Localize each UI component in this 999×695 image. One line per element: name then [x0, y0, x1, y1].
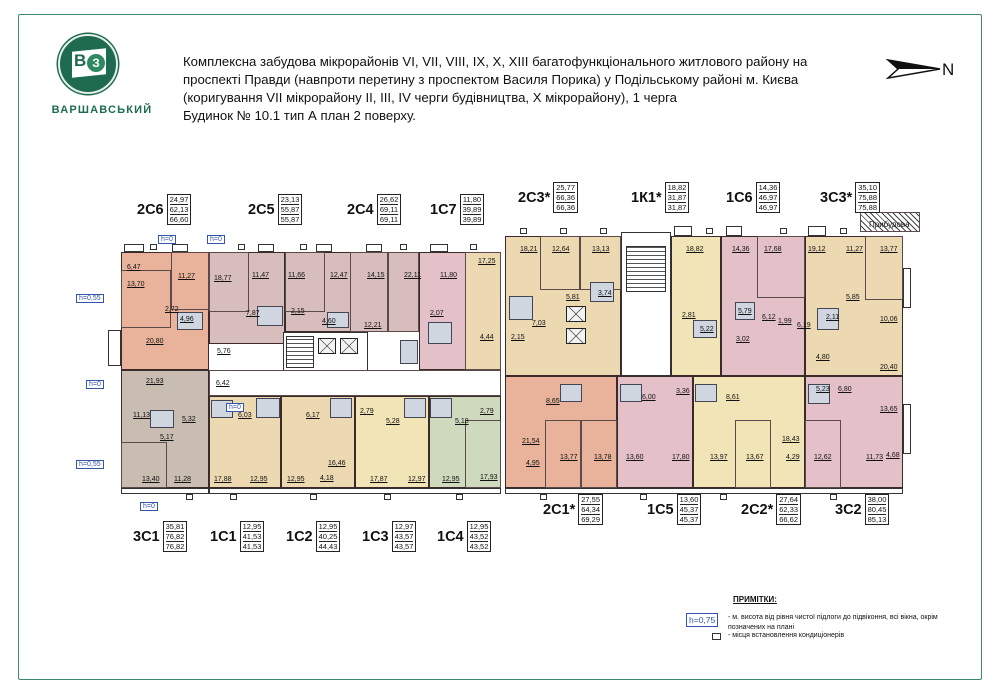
room-area: 11,13: [133, 412, 150, 419]
apt-area-total: 46,97: [758, 193, 778, 202]
room-area: 17,93: [480, 474, 498, 481]
room: [121, 270, 171, 328]
apt-label-3c3: [820, 182, 880, 213]
apt-area-reduced: 85,13: [867, 515, 887, 524]
apt-area-total: 41,53: [242, 532, 262, 541]
apt-code: 1С1: [210, 528, 237, 545]
room-area: 4,96: [180, 316, 194, 323]
apt-area-reduced: 55,87: [280, 215, 300, 224]
apt-areas: [460, 194, 485, 225]
room-area: 3,36: [676, 388, 690, 395]
apt-areas: [865, 494, 890, 525]
room-area: 6,03: [238, 412, 252, 419]
apt-area-living: 13,60: [679, 495, 699, 504]
apt-code: 2С3*: [518, 189, 551, 206]
height-note: h=0,55: [76, 294, 104, 303]
room-area: 17,25: [478, 258, 496, 265]
room-area: 17,68: [764, 246, 782, 253]
apt-area-reduced: 66,36: [556, 203, 576, 212]
room-area: 7,87: [246, 310, 260, 317]
elevator-left-2: [340, 338, 358, 354]
height-note: h=0: [207, 235, 225, 244]
bathroom: [400, 340, 418, 364]
room-area: 13,77: [560, 454, 578, 461]
logo-letter-b: В: [74, 51, 87, 70]
height-note: h=0: [140, 502, 158, 511]
notes-title: ПРИМІТКИ:: [733, 595, 777, 604]
room: [388, 252, 419, 332]
bathroom: [256, 398, 280, 418]
apt-areas: [167, 194, 192, 225]
room-area: 11,27: [846, 246, 863, 253]
room-area: 4,29: [786, 454, 800, 461]
ac-unit-marker: [520, 228, 527, 234]
room-area: 12,64: [552, 246, 570, 253]
room-area: 5,79: [738, 308, 752, 315]
room: [350, 252, 388, 332]
room-area: 21,54: [522, 438, 540, 445]
room-area: 1,99: [778, 318, 792, 325]
room-area: 4,44: [480, 334, 494, 341]
room-area: 4,60: [322, 318, 336, 325]
room-area: 8,61: [726, 394, 740, 401]
room: [209, 252, 249, 312]
ac-unit-marker: [238, 244, 245, 250]
apt-code: 3С1: [133, 528, 160, 545]
loggia: [108, 330, 121, 366]
apt-areas: [278, 194, 303, 225]
apt-area-reduced: 66,60: [169, 215, 189, 224]
room-area: 12,95: [442, 476, 460, 483]
room-area: 12,95: [250, 476, 268, 483]
room-area: 14,36: [732, 246, 750, 253]
room-area: 13,67: [746, 454, 764, 461]
room-area: 5,18: [455, 418, 469, 425]
room-area: 6,12: [762, 314, 776, 321]
ac-unit-marker: [400, 244, 407, 250]
notes-height-label: h=0,75: [686, 613, 718, 627]
room-area: 11,28: [174, 476, 191, 483]
apt-area-living: 12,95: [242, 522, 262, 531]
apt-label-2c6: [137, 194, 191, 225]
bathroom: [430, 398, 452, 418]
title-line-2: проспекті Правди (навпроти перетину з проспектом Василя Порика) у Подільському районі м. Києва: [183, 72, 799, 87]
apt-label-2c1: [543, 494, 603, 525]
apt-area-total: 43,52: [469, 532, 489, 541]
ac-unit-marker: [470, 244, 477, 250]
balcony: [430, 244, 448, 252]
apt-areas: [392, 521, 417, 552]
room-area: 13,60: [626, 454, 644, 461]
apt-area-living: 27,64: [779, 495, 799, 504]
apt-areas: [677, 494, 702, 525]
apt-code: 2С6: [137, 201, 164, 218]
room-area: 2,07: [430, 310, 444, 317]
apt-area-living: 27,55: [581, 495, 601, 504]
bathroom: [257, 306, 283, 326]
room-area: 2,81: [682, 312, 696, 319]
room-area: 12,95: [287, 476, 305, 483]
north-label: N: [942, 60, 955, 79]
bathroom: [620, 384, 642, 402]
room-area: 12,21: [364, 322, 382, 329]
balcony: [674, 226, 692, 236]
room-area: 22,11: [404, 272, 421, 279]
room-area: 6,42: [216, 380, 230, 387]
room-area: 6,17: [306, 412, 320, 419]
apt-area-living: 38,00: [867, 495, 887, 504]
apt-area-reduced: 69,29: [581, 515, 601, 524]
room-area: 13,77: [880, 246, 898, 253]
room-area: 11,27: [178, 273, 195, 280]
room-area: 6,19: [797, 322, 811, 329]
ac-unit-marker: [720, 494, 727, 500]
height-note: h=0,55: [76, 460, 104, 469]
ac-unit-marker: [456, 494, 463, 500]
apt-label-1k1: [631, 182, 689, 213]
apt-label-3c1: [133, 521, 187, 552]
room-area: 11,73: [866, 454, 883, 461]
apt-label-1c3: [362, 521, 416, 552]
balcony: [258, 244, 274, 252]
loggia: [903, 404, 911, 454]
room-area: 17,87: [370, 476, 388, 483]
balcony: [726, 226, 742, 236]
room-area: 3,02: [736, 336, 750, 343]
ac-unit-marker: [780, 228, 787, 234]
balcony: [316, 244, 332, 252]
ac-unit-marker: [560, 228, 567, 234]
apt-label-1c1: [210, 521, 264, 552]
balcony: [172, 244, 188, 252]
room-area: 7,03: [532, 320, 546, 327]
bathroom: [560, 384, 582, 402]
stair-right: [626, 246, 666, 292]
apt-area-total: 39,89: [462, 205, 482, 214]
apt-area-living: 18,82: [667, 183, 687, 192]
apt-areas: [377, 194, 402, 225]
bathroom: [428, 322, 452, 344]
room-area: 11,80: [440, 272, 457, 279]
apt-area-total: 45,37: [679, 505, 699, 514]
room-area: 17,80: [672, 454, 690, 461]
apt-area-living: 14,36: [758, 183, 778, 192]
logo-text: ВАРШАВСЬКИЙ: [51, 104, 153, 116]
apt-area-living: 24,97: [169, 195, 189, 204]
room-area: 20,80: [146, 338, 164, 345]
apt-code: 1С3: [362, 528, 389, 545]
apt-area-reduced: 75,88: [858, 203, 878, 212]
ac-unit-marker: [640, 494, 647, 500]
room-area: 19,12: [808, 246, 826, 253]
room-area: 13,65: [880, 406, 898, 413]
apt-code: 1С2: [286, 528, 313, 545]
unit-1k1: [671, 236, 721, 376]
apt-code: 1С5: [647, 501, 674, 518]
apt-area-living: 11,80: [462, 195, 482, 204]
apt-area-living: 25,77: [556, 183, 576, 192]
apt-area-reduced: 39,89: [462, 215, 482, 224]
room: [171, 252, 209, 310]
apt-areas: [776, 494, 801, 525]
apt-area-living: 35,10: [858, 183, 878, 192]
ac-unit-marker: [600, 228, 607, 234]
ac-unit-marker: [186, 494, 193, 500]
room-area: 18,43: [782, 436, 800, 443]
ac-unit-marker: [300, 244, 307, 250]
apt-label-1c2: [286, 521, 340, 552]
apt-label-2c4: [347, 194, 401, 225]
apt-code: 1С6: [726, 189, 753, 206]
apt-area-total: 62,13: [169, 205, 189, 214]
room-area: 13,13: [592, 246, 610, 253]
room-area: 4,68: [886, 452, 900, 459]
apt-label-1c5: [647, 494, 701, 525]
apt-area-reduced: 45,37: [679, 515, 699, 524]
room-area: 12,97: [408, 476, 426, 483]
logo-letter-z: З: [87, 54, 105, 72]
apt-code: 2С2*: [741, 501, 774, 518]
room-area: 5,85: [846, 294, 860, 301]
room-area: 12,62: [814, 454, 832, 461]
notes-ac-text: - місця встановлення кондиціонерів: [728, 632, 845, 639]
room-area: 12,47: [330, 272, 348, 279]
bathroom: [509, 296, 533, 320]
apt-area-reduced: 31,87: [667, 203, 687, 212]
room-area: 2,72: [165, 306, 179, 313]
room-area: 5,23: [816, 386, 830, 393]
balcony: [366, 244, 382, 252]
apt-area-reduced: 69,11: [379, 215, 399, 224]
apt-area-reduced: 66,62: [779, 515, 799, 524]
ac-unit-marker: [150, 244, 157, 250]
apt-area-reduced: 43,57: [394, 542, 414, 551]
apt-label-1c4: [437, 521, 491, 552]
apt-area-total: 66,36: [556, 193, 576, 202]
elevator-right-1: [566, 306, 586, 322]
room-area: 4,80: [816, 354, 830, 361]
apt-code: 1К1*: [631, 189, 662, 206]
apt-area-living: 26,62: [379, 195, 399, 204]
apt-code: 1С4: [437, 528, 464, 545]
bathroom: [695, 384, 717, 402]
apt-area-total: 55,87: [280, 205, 300, 214]
apt-areas: [756, 182, 781, 213]
room-area: 2,15: [291, 308, 305, 315]
room-area: 6,47: [127, 264, 141, 271]
apt-label-1c7: [430, 194, 484, 225]
height-note: h=0: [86, 380, 104, 389]
room-area: 2,79: [360, 408, 374, 415]
height-note: h=0: [158, 235, 176, 244]
bathroom: [330, 398, 352, 418]
room-area: 17,88: [214, 476, 232, 483]
apt-area-total: 62,33: [779, 505, 799, 514]
ac-unit-marker: [310, 494, 317, 500]
prybudova-label: Прибудова: [869, 220, 910, 229]
ac-unit-marker: [384, 494, 391, 500]
apt-area-reduced: 43,52: [469, 542, 489, 551]
room-area: 2,79: [480, 408, 494, 415]
apt-area-living: 12,95: [469, 522, 489, 531]
ac-legend-icon: [712, 633, 721, 640]
elevator-right-2: [566, 328, 586, 344]
apt-code: 3С2: [835, 501, 862, 518]
apt-area-total: 75,88: [858, 193, 878, 202]
apt-area-total: 31,87: [667, 193, 687, 202]
apt-area-living: 12,97: [394, 522, 414, 531]
title-line-1: Комплексна забудова мікрорайонів VI, VII, VIII, IX, X, XIII багатофункціонального житлового району на: [183, 54, 808, 69]
bathroom: [404, 398, 426, 418]
elevator-left-1: [318, 338, 336, 354]
apt-area-total: 76,82: [165, 532, 185, 541]
apt-areas: [553, 182, 578, 213]
room-area: 2,11: [826, 314, 840, 321]
apt-code: 2С1*: [543, 501, 576, 518]
apt-area-reduced: 41,53: [242, 542, 262, 551]
room-area: 18,77: [214, 275, 232, 282]
apt-areas: [163, 521, 188, 552]
balcony: [124, 244, 144, 252]
apt-area-reduced: 46,97: [758, 203, 778, 212]
apt-code: 2С4: [347, 201, 374, 218]
apt-area-total: 69,11: [379, 205, 399, 214]
apt-code: 3С3*: [820, 189, 853, 206]
room-area: 13,78: [594, 454, 612, 461]
apt-label-2c2: [741, 494, 801, 525]
room-area: 4,95: [526, 460, 540, 467]
ac-unit-marker: [840, 228, 847, 234]
apt-label-1c6: [726, 182, 780, 213]
height-note: h=0: [226, 403, 244, 412]
ac-unit-marker: [706, 228, 713, 234]
room-area: 5,32: [182, 416, 196, 423]
room-area: 18,82: [686, 246, 704, 253]
apt-area-living: 35,81: [165, 522, 185, 531]
room-area: 13,40: [142, 476, 160, 483]
apt-area-reduced: 44,43: [318, 542, 338, 551]
room: [285, 252, 325, 312]
room-area: 20,40: [880, 364, 898, 371]
apt-areas: [467, 521, 492, 552]
apt-areas: [316, 521, 341, 552]
room-area: 21,93: [146, 378, 164, 385]
balcony: [808, 226, 826, 236]
room-area: 5,17: [160, 434, 174, 441]
apt-area-living: 12,95: [318, 522, 338, 531]
apt-code: 1С7: [430, 201, 457, 218]
loggia: [903, 268, 911, 308]
room-area: 14,15: [367, 272, 385, 279]
room-area: 6,80: [838, 386, 852, 393]
room-area: 2,15: [511, 334, 525, 341]
room-area: 11,47: [252, 272, 269, 279]
apt-area-total: 43,57: [394, 532, 414, 541]
bathroom: [150, 410, 174, 428]
room-area: 5,76: [217, 348, 231, 355]
title-line-3: (коригування VII мікрорайону ІІ, ІІІ, IV черги будівництва, Х мікрорайону), 1 черга: [183, 90, 677, 105]
room-area: 11,66: [288, 272, 305, 279]
apt-label-2c5: [248, 194, 302, 225]
room-area: 5,81: [566, 294, 580, 301]
apt-areas: [240, 521, 265, 552]
room-area: 16,46: [328, 460, 346, 467]
apt-area-total: 64,34: [581, 505, 601, 514]
room-area: 13,97: [710, 454, 728, 461]
apt-area-reduced: 76,82: [165, 542, 185, 551]
ac-unit-marker: [230, 494, 237, 500]
room-area: 8,65: [546, 398, 560, 405]
corridor: [209, 370, 501, 396]
apt-area-total: 40,25: [318, 532, 338, 541]
apt-label-2c3: [518, 182, 578, 213]
loggia: [121, 488, 209, 494]
stair-left: [286, 336, 314, 368]
title-line-4: Будинок № 10.1 тип А план 2 поверху.: [183, 108, 416, 123]
room-area: 18,21: [520, 246, 538, 253]
room-area: 6,00: [642, 394, 656, 401]
room-area: 3,74: [598, 290, 612, 297]
apt-areas: [855, 182, 880, 213]
room-area: 4,18: [320, 475, 334, 482]
room-area: 5,28: [386, 418, 400, 425]
apt-areas: [665, 182, 690, 213]
room: [540, 236, 580, 290]
apt-area-living: 23,13: [280, 195, 300, 204]
apt-label-3c2: [835, 494, 889, 525]
room-area: 5,22: [700, 326, 714, 333]
room: [465, 252, 501, 370]
room-area: 10,06: [880, 316, 898, 323]
notes-height-text: - м. висота від рівня чистої підлоги до підвіконня, всі вікна, окрім позначених на плані: [728, 614, 938, 631]
apt-areas: [578, 494, 603, 525]
apt-area-total: 80,45: [867, 505, 887, 514]
apt-code: 2С5: [248, 201, 275, 218]
room-area: 13,70: [127, 281, 145, 288]
